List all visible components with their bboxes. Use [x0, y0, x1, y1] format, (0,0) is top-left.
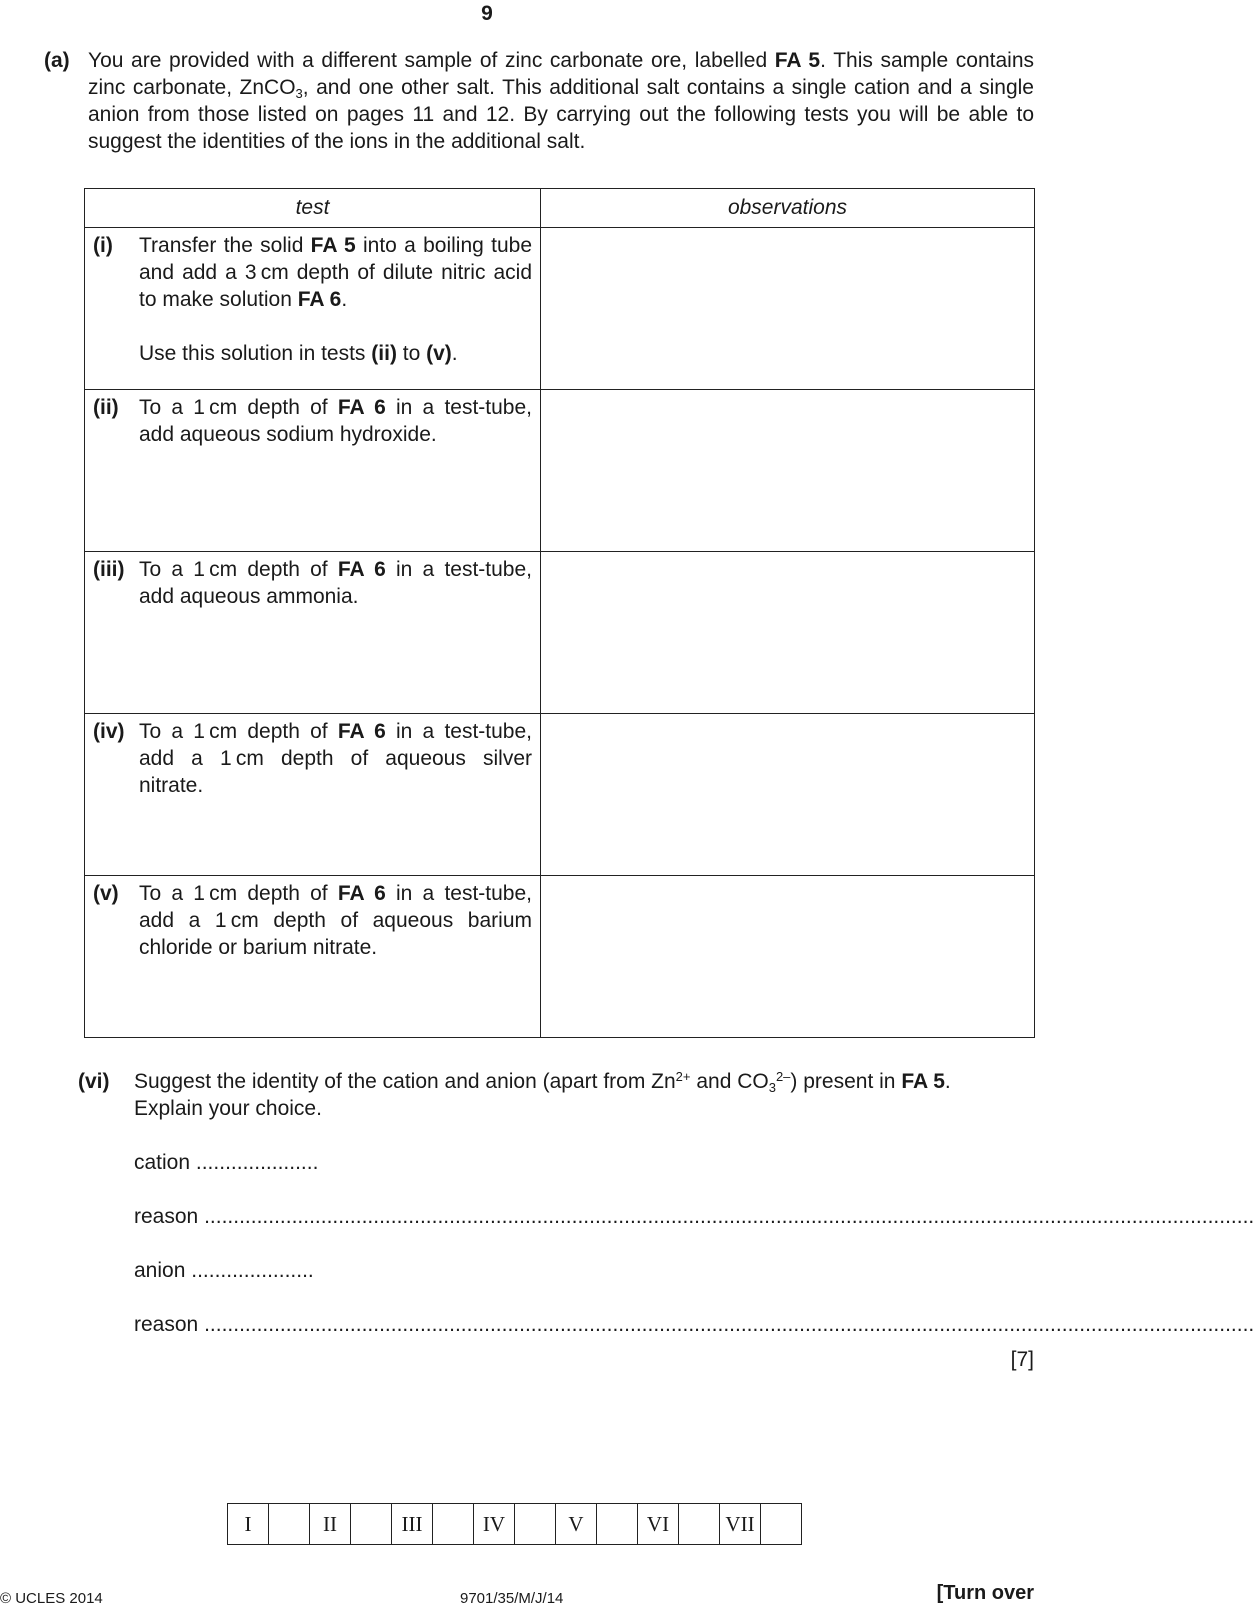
grid-label: IV: [474, 1504, 515, 1545]
anion-reason-line[interactable]: reason ....................................................................................................................................................................................: [134, 1313, 1254, 1336]
grid-label: V: [556, 1504, 597, 1545]
grid-box[interactable]: [515, 1504, 556, 1545]
grid-label: I: [228, 1504, 269, 1545]
footer-turn-over: [Turn over: [936, 1582, 1034, 1604]
cation-answer-line[interactable]: cation .....................: [134, 1151, 319, 1174]
grid-box[interactable]: [351, 1504, 392, 1545]
test-number: (iii): [93, 558, 125, 581]
test-row-iv: [85, 714, 1035, 876]
grid-label: II: [310, 1504, 351, 1545]
question-label: (a): [44, 49, 70, 72]
test-instruction-note: Use this solution in tests (ii) to (v).: [139, 342, 458, 365]
grid-label: III: [392, 1504, 433, 1545]
marks-total: [7]: [1010, 1348, 1034, 1371]
page-number: 9: [481, 2, 493, 25]
grid-label: VI: [638, 1504, 679, 1545]
test-cell: [85, 714, 541, 876]
test-row-iii: [85, 552, 1035, 714]
test-instruction: To a 1 cm depth of FA 6 in a test-tube, add a 1 cm depth of aqueous silver nitrate.: [139, 720, 532, 797]
footer-copyright: © UCLES 2014: [0, 1590, 103, 1607]
observation-field-iv[interactable]: [541, 714, 1035, 876]
part-vi-label: (vi): [78, 1070, 110, 1093]
observation-field-v[interactable]: [541, 876, 1035, 1038]
test-row-v: [85, 876, 1035, 1038]
marks-grid: [227, 1503, 802, 1545]
test-row-ii: [85, 390, 1035, 552]
test-cell: [85, 552, 541, 714]
footer-paper-code: 9701/35/M/J/14: [460, 1590, 564, 1607]
grid-box[interactable]: [597, 1504, 638, 1545]
test-instruction: Transfer the solid FA 5 into a boiling tube and add a 3 cm depth of dilute nitric acid to make solution FA 6.: [139, 234, 532, 311]
tests-table: [84, 188, 1035, 1038]
test-number: (v): [93, 882, 119, 905]
test-row-i: [85, 228, 1035, 390]
part-vi-question: Suggest the identity of the cation and anion (apart from $Zn^{2+}$ and $CO_3^{2-}$) present in FA 5. Explain your choice.: [134, 1069, 951, 1120]
test-number: (iv): [93, 720, 125, 743]
anion-answer-line[interactable]: anion .....................: [134, 1259, 314, 1282]
header-test: test: [85, 189, 541, 228]
grid-box[interactable]: [761, 1504, 802, 1545]
test-number: (ii): [93, 396, 119, 419]
question-intro: You are provided with a different sample of zinc carbonate ore, labelled FA 5. This sample contains zinc carbonate, ZnCO$_3$, and one other salt. This additional salt contains a single cation and a single anion from those listed on pages 11 and 12. By carrying out the following tests you will be able to suggest the identities of the ions in the additional salt.: [88, 49, 1035, 153]
observation-field-ii[interactable]: [541, 390, 1035, 552]
test-number: (i): [93, 234, 113, 257]
test-instruction: To a 1 cm depth of FA 6 in a test-tube, add a 1 cm depth of aqueous barium chloride or barium nitrate.: [139, 882, 532, 959]
grid-box[interactable]: [269, 1504, 310, 1545]
grid-box[interactable]: [679, 1504, 720, 1545]
observation-field-iii[interactable]: [541, 552, 1035, 714]
test-instruction: To a 1 cm depth of FA 6 in a test-tube, add aqueous sodium hydroxide.: [139, 396, 532, 446]
test-cell: [85, 390, 541, 552]
grid-box[interactable]: [433, 1504, 474, 1545]
grid-label: VII: [720, 1504, 761, 1545]
header-observations: observations: [541, 189, 1035, 228]
cation-reason-line[interactable]: reason ....................................................................................................................................................................................: [134, 1205, 1254, 1228]
test-instruction: To a 1 cm depth of FA 6 in a test-tube, add aqueous ammonia.: [139, 558, 532, 608]
observation-field-i[interactable]: [541, 228, 1035, 390]
test-cell: [85, 876, 541, 1038]
test-cell: [85, 228, 541, 390]
